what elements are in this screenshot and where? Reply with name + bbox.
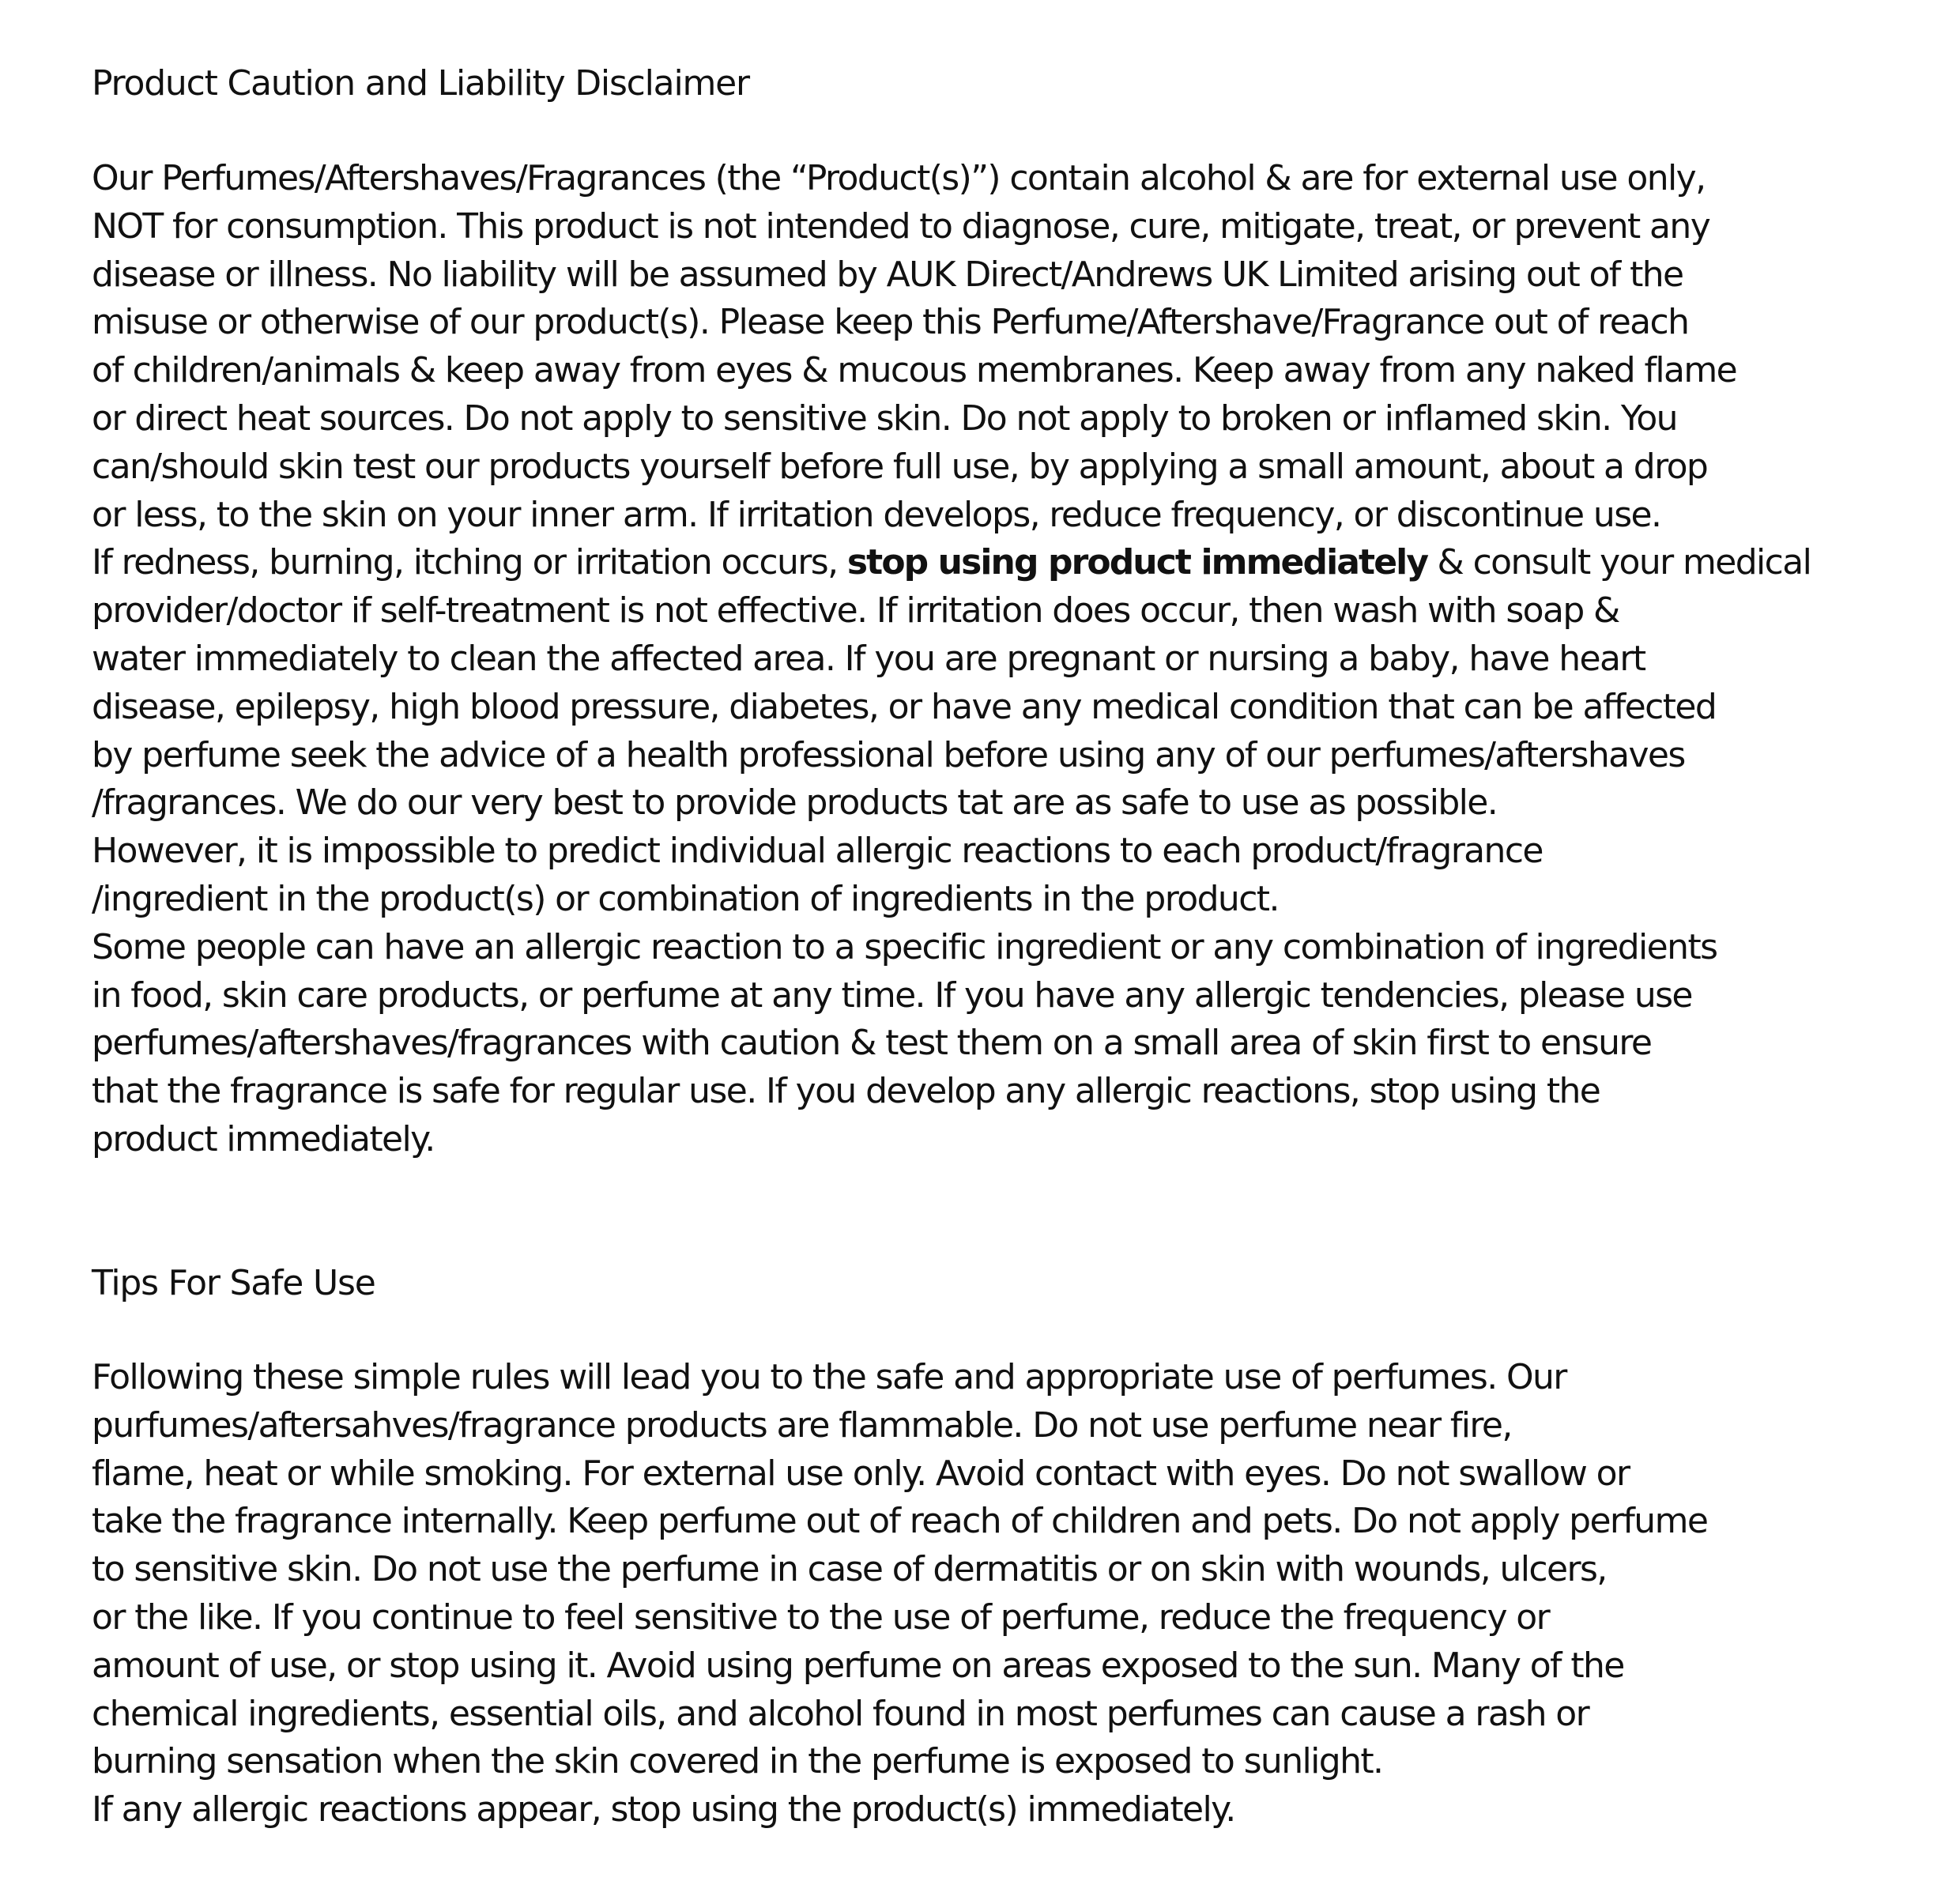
- body-line: /ingredient in the product(s) or combination of ingredients in the product.: [92, 878, 1279, 919]
- body-line: Following these simple rules will lead you to the safe and appropriate use of perfumes. Our: [92, 1357, 1566, 1397]
- body-line: However, it is impossible to predict individual allergic reactions to each product/fragrance: [92, 831, 1543, 872]
- body-line: that the fragrance is safe for regular use. If you develop any allergic reactions, stop using the: [92, 1071, 1600, 1112]
- emphasis-before: If redness, burning, itching or irritation occurs,: [92, 542, 847, 583]
- body-line: to sensitive skin. Do not use the perfume in case of dermatitis or on skin with wounds, ulcers,: [92, 1549, 1607, 1590]
- body-line: of children/animals & keep away from eyes & mucous membranes. Keep away from any naked flame: [92, 350, 1737, 391]
- safe-use-heading: Tips For Safe Use: [92, 1263, 375, 1303]
- body-line: or the like. If you continue to feel sensitive to the use of perfume, reduce the frequency or: [92, 1597, 1550, 1638]
- body-line: product immediately.: [92, 1118, 435, 1159]
- body-line: chemical ingredients, essential oils, and alcohol found in most perfumes can cause a rash or: [92, 1693, 1589, 1734]
- disclaimer-body: [92, 155, 1811, 1164]
- body-line: or less, to the skin on your inner arm. If irritation develops, reduce frequency, or discontinue use.: [92, 494, 1661, 535]
- body-line: water immediately to clean the affected area. If you are pregnant or nursing a baby, have heart: [92, 638, 1645, 679]
- body-line: or direct heat sources. Do not apply to sensitive skin. Do not apply to broken or inflamed skin. You: [92, 398, 1677, 439]
- body-line: burning sensation when the skin covered in the perfume is exposed to sunlight.: [92, 1741, 1383, 1782]
- body-line: provider/doctor if self-treatment is not effective. If irritation does occur, then wash with soap &: [92, 590, 1619, 631]
- body-line: can/should skin test our products yourself before full use, by applying a small amount, about a drop: [92, 446, 1708, 487]
- body-line: If any allergic reactions appear, stop using the product(s) immediately.: [92, 1789, 1235, 1830]
- body-line: Our Perfumes/Aftershaves/Fragrances (the “Product(s)”) contain alcohol & are for external use only,: [92, 158, 1706, 198]
- disclaimer-heading: Product Caution and Liability Disclaimer: [92, 63, 749, 104]
- body-line: by perfume seek the advice of a health professional before using any of our perfumes/aftershaves: [92, 734, 1685, 775]
- body-line: perfumes/aftershaves/fragrances with caution & test them on a small area of skin first to ensure: [92, 1023, 1652, 1064]
- body-line: Some people can have an allergic reaction to a specific ingredient or any combination of ingredients: [92, 926, 1717, 967]
- body-line-emphasis: [92, 539, 1811, 587]
- body-line: amount of use, or stop using it. Avoid using perfume on areas exposed to the sun. Many of the: [92, 1645, 1624, 1686]
- safe-use-body: [92, 1354, 1707, 1834]
- body-line: /fragrances. We do our very best to provide products tat are as safe to use as possible.: [92, 782, 1498, 824]
- body-line: disease, epilepsy, high blood pressure, diabetes, or have any medical condition that can be affected: [92, 686, 1717, 727]
- body-line: in food, skin care products, or perfume at any time. If you have any allergic tendencies, please use: [92, 975, 1692, 1016]
- body-line: take the fragrance internally. Keep perfume out of reach of children and pets. Do not apply perfume: [92, 1501, 1708, 1542]
- body-line: NOT for consumption. This product is not intended to diagnose, cure, mitigate, treat, or prevent any: [92, 205, 1710, 247]
- body-line: misuse or otherwise of our product(s). Please keep this Perfume/Aftershave/Fragrance out of reach: [92, 302, 1689, 343]
- emphasis-bold-text: stop using product immediately: [846, 542, 1428, 583]
- body-line: flame, heat or while smoking. For external use only. Avoid contact with eyes. Do not swallow or: [92, 1453, 1630, 1494]
- body-line: purfumes/aftersahves/fragrance products are flammable. Do not use perfume near fire,: [92, 1404, 1512, 1446]
- emphasis-after: & consult your medical: [1427, 542, 1811, 583]
- body-line: disease or illness. No liability will be assumed by AUK Direct/Andrews UK Limited arising out of the: [92, 254, 1683, 295]
